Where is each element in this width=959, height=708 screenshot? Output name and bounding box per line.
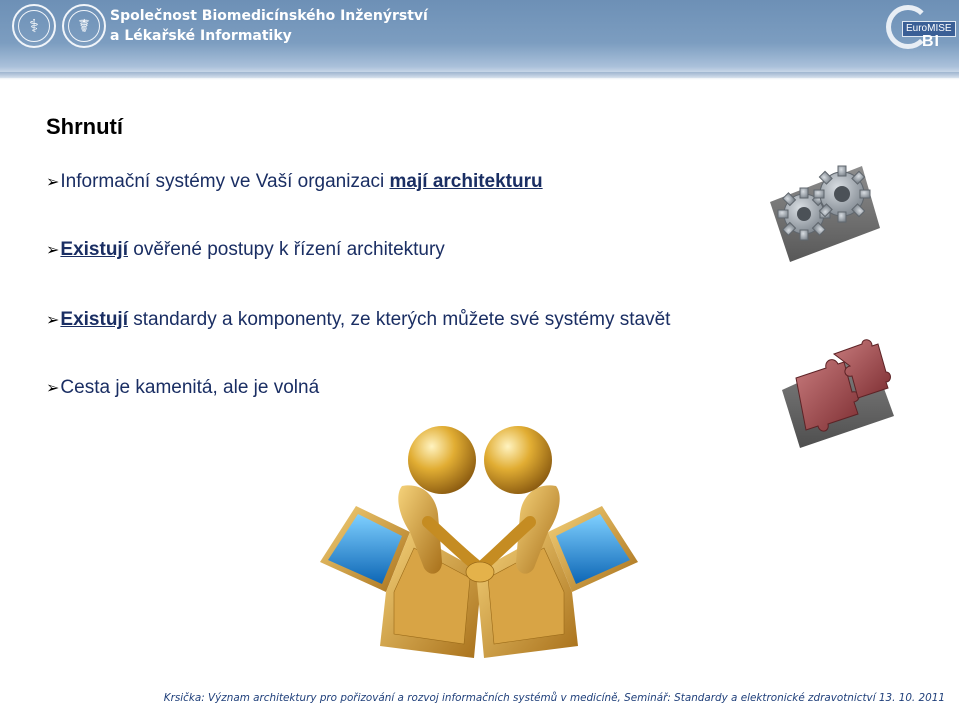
cbi-euromise-logo bbox=[886, 5, 954, 51]
bullet-1-lead: Informační systémy ve Vaší organizaci bbox=[60, 171, 390, 192]
bullet-2-emphasis: Existují bbox=[60, 239, 128, 260]
bullet-1 bbox=[46, 170, 543, 195]
puzzle-icon bbox=[778, 338, 896, 450]
society-name-line1: Společnost Biomedicínského Inženýrství bbox=[110, 8, 428, 24]
gears-icon bbox=[764, 158, 884, 268]
bullet-arrow-icon: ➢ bbox=[46, 312, 60, 329]
handshake-laptops-illustration bbox=[314, 422, 644, 668]
bullet-1-emphasis: mají architekturu bbox=[389, 171, 543, 192]
bullet-3-emphasis: Existují bbox=[60, 309, 128, 330]
bullet-4-lead: Cesta je kamenitá, ale je volná bbox=[60, 377, 320, 398]
cbi-bi-label: BI bbox=[922, 33, 940, 50]
bullet-3 bbox=[46, 308, 670, 333]
society-name-line2: a Lékařské Informatiky bbox=[110, 28, 292, 44]
euromise-label: EuroMISE bbox=[902, 21, 956, 37]
caduceus-seal-icon: ☤ bbox=[62, 4, 106, 48]
society-name bbox=[110, 6, 428, 46]
footer-citation: Krsička: Význam architektury pro pořizování a rozvoj informačních systémů v medicíně, Seminář: Standardy a elektronické zdravotnictví 13. 10. 2011 bbox=[163, 692, 945, 704]
bullet-2 bbox=[46, 238, 445, 263]
bullet-arrow-icon: ➢ bbox=[46, 242, 60, 259]
bullet-arrow-icon: ➢ bbox=[46, 174, 60, 191]
header-shadow bbox=[0, 72, 959, 80]
header-banner bbox=[0, 0, 959, 78]
bullet-4 bbox=[46, 376, 319, 401]
medical-society-seal-icon: ⚕ bbox=[12, 4, 56, 48]
bullet-3-rest: standardy a komponenty, ze kterých můžete své systémy stavět bbox=[127, 309, 671, 330]
bullet-arrow-icon: ➢ bbox=[46, 380, 60, 397]
bullet-2-rest: ověřené postupy k řízení architektury bbox=[127, 239, 445, 260]
slide-title: Shrnutí bbox=[46, 114, 123, 139]
